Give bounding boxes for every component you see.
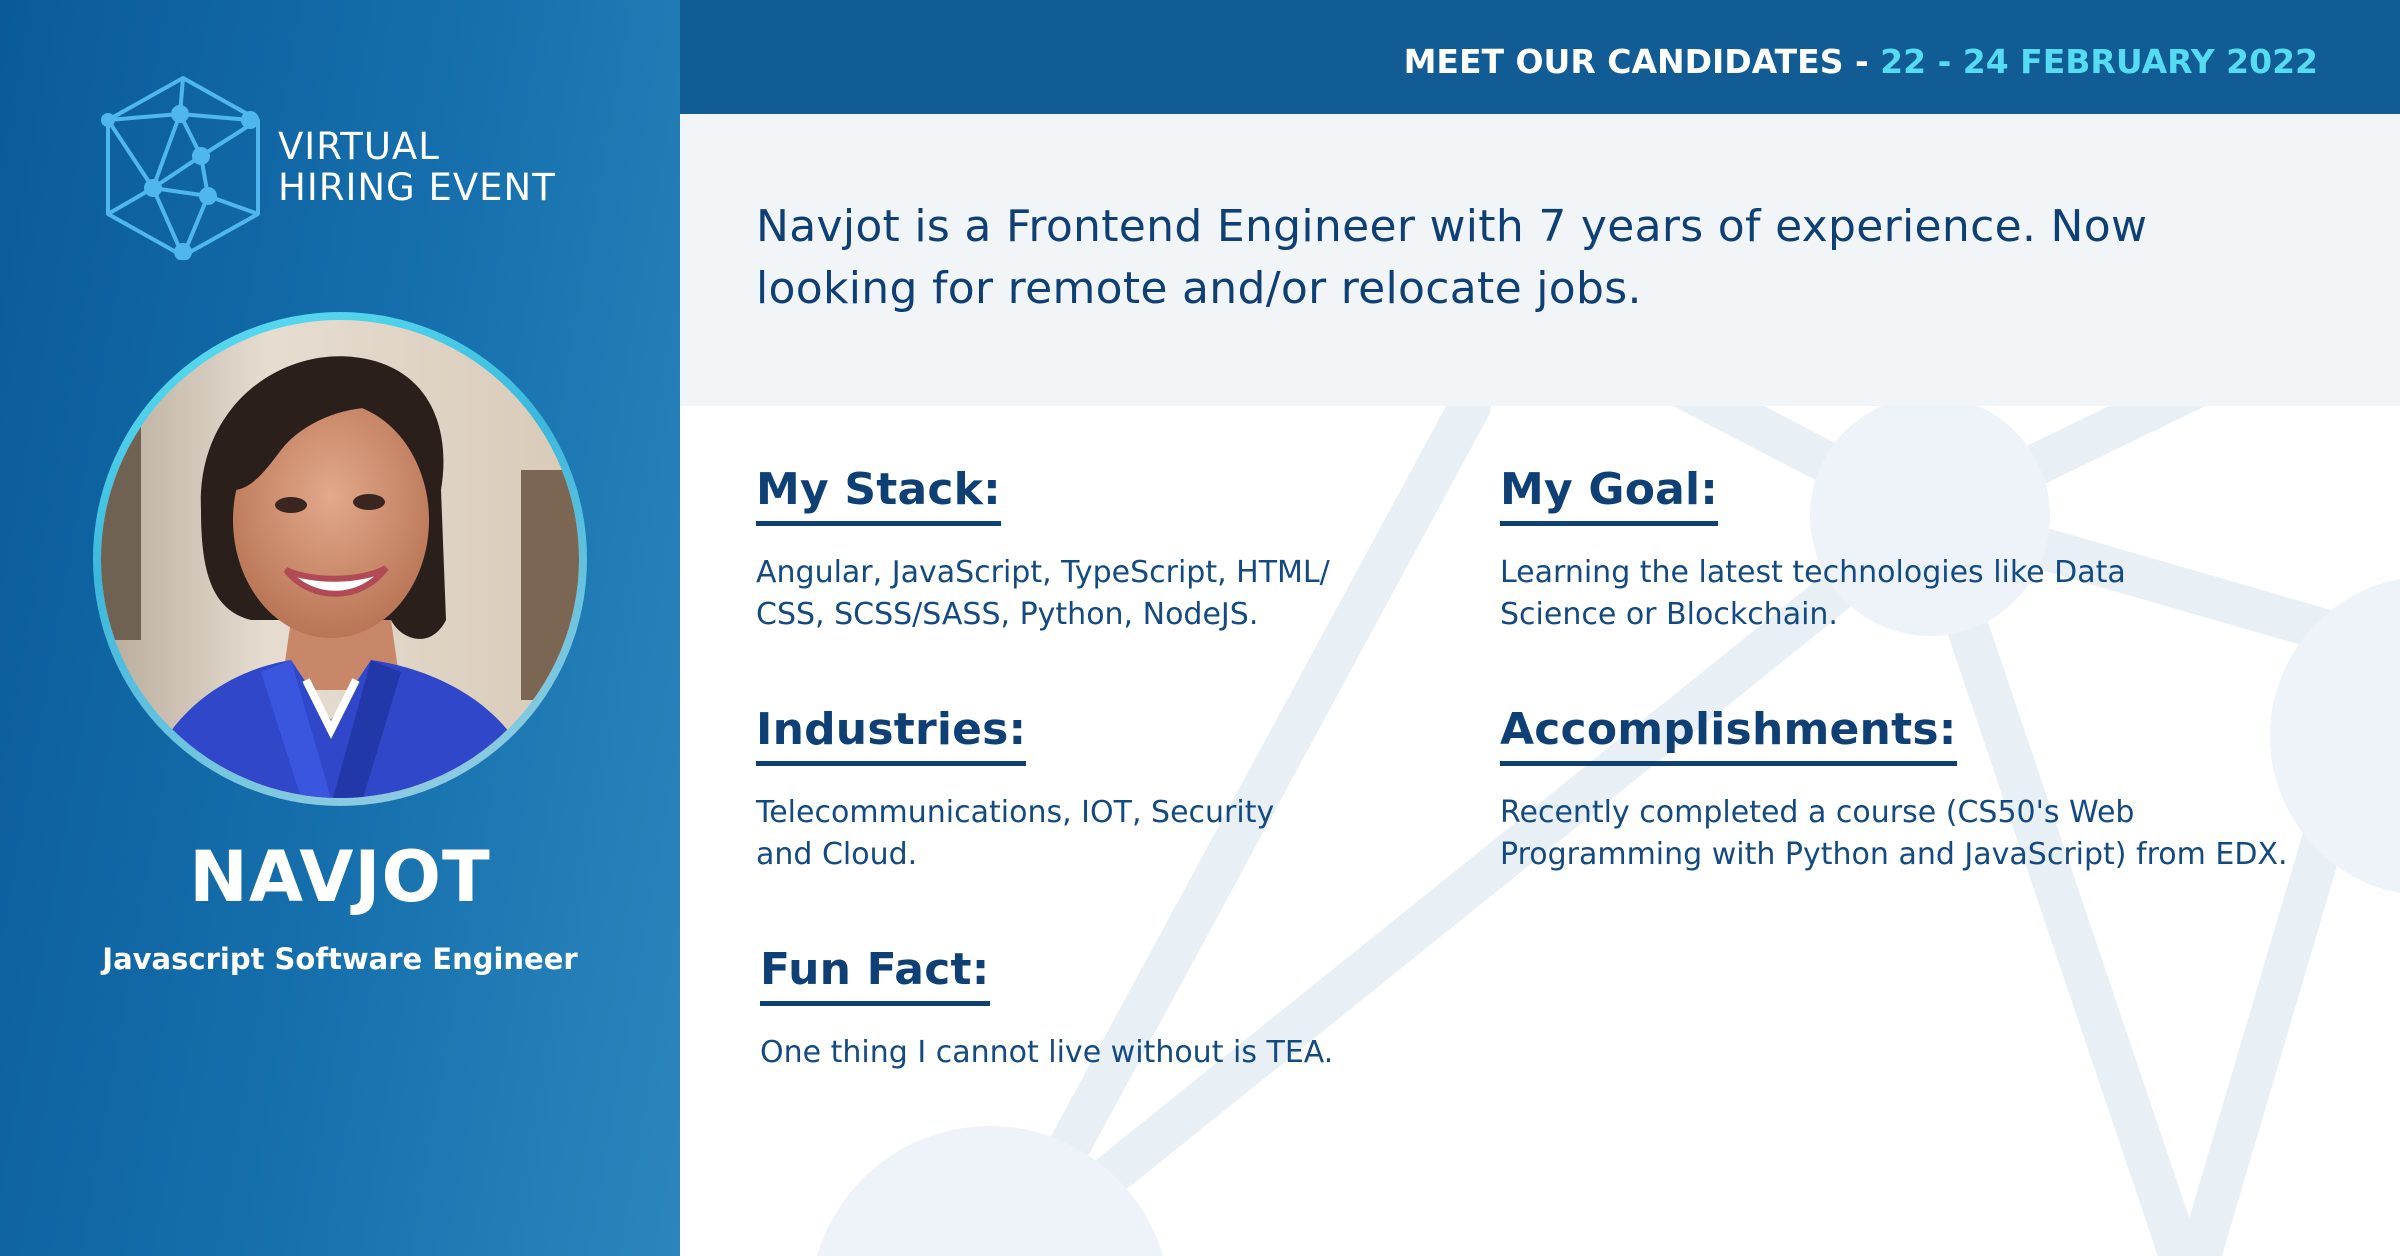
accomplishments-text: Recently completed a course (CS50's Web Programming with Python and JavaScript) from EDX. [1500, 795, 2288, 872]
goal-heading: My Goal: [1500, 464, 1718, 526]
section-accomplishments [1500, 704, 2300, 876]
details-panel [680, 406, 2400, 1256]
network-hexagon-icon [98, 74, 268, 260]
goal-text: Learning the latest technologies like Data Science or Blockchain. [1500, 555, 2126, 632]
candidate-name: NAVJOT [189, 836, 491, 918]
logo-line-2: HIRING EVENT [278, 166, 556, 209]
section-stack [756, 464, 1376, 636]
avatar-ring [93, 312, 587, 806]
section-industries [756, 704, 1336, 876]
left-panel [0, 0, 680, 1256]
event-banner-text [1404, 42, 2318, 81]
stack-heading: My Stack: [756, 464, 1001, 526]
event-logo-text [278, 126, 556, 208]
fun-fact-heading: Fun Fact: [760, 944, 990, 1006]
top-banner [680, 0, 2400, 114]
candidate-photo [101, 320, 579, 798]
fun-fact-text: One thing I cannot live without is TEA. [760, 1035, 1334, 1070]
banner-prefix: MEET OUR CANDIDATES - [1403, 42, 1881, 81]
industries-text: Telecommunications, IOT, Security and Cloud. [756, 795, 1275, 872]
summary-panel [680, 114, 2400, 406]
candidate-role: Javascript Software Engineer [102, 942, 578, 976]
industries-heading: Industries: [756, 704, 1026, 766]
banner-dates: 22 - 24 FEBRUARY 2022 [1880, 42, 2318, 81]
section-fun-fact [760, 944, 1460, 1074]
stack-text: Angular, JavaScript, TypeScript, HTML/ CSS, SCSS/SASS, Python, NodeJS. [756, 555, 1330, 632]
section-goal [1500, 464, 2160, 636]
candidate-summary: Navjot is a Frontend Engineer with 7 years of experience. Now looking for remote and/or relocate jobs. [756, 201, 2148, 314]
logo-line-1: VIRTUAL [278, 125, 440, 168]
accomplishments-heading: Accomplishments: [1500, 704, 1957, 766]
